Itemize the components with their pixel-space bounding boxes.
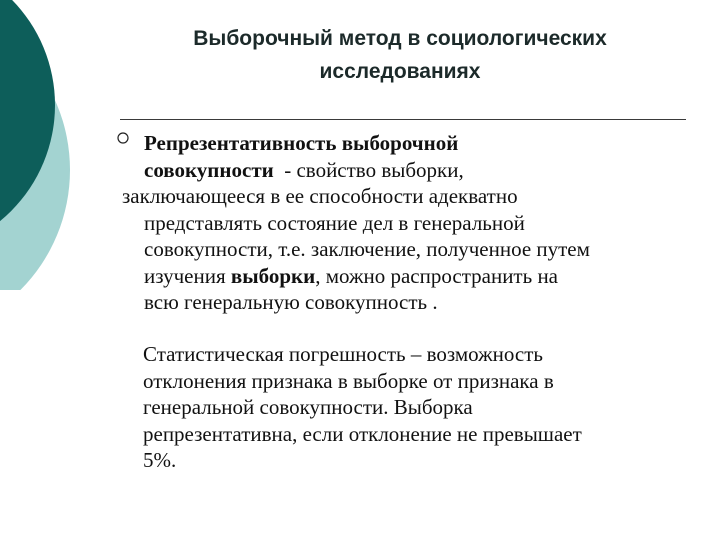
title-divider [120,119,686,120]
decorative-circles [0,0,110,290]
paragraph2-line-4: репрезентативна, если отклонение не превышает [143,421,582,446]
title-line-2: исследованиях [319,60,481,83]
slide-title [120,22,680,88]
line6-start: изучения [144,263,231,288]
representativeness-paragraph [122,130,692,316]
paragraph1-line-4: представлять состояние дел в генеральной [144,210,525,235]
title-line-1: Выборочный метод в социологических [193,27,607,50]
paragraph2-line-2: отклонения признака в выборке от признака в [143,368,554,393]
term-line-2 [122,157,692,184]
statistical-error-paragraph [122,341,692,474]
paragraph1-line-7: всю генеральную совокупность . [144,290,438,314]
line6-bold-word: выборки [230,263,316,288]
line6-end: , можно распространить на [315,263,559,288]
paragraph1-line-6 [122,263,692,290]
paragraph2-line-5: 5%. [143,448,177,472]
term-line-1: Репрезентативность выборочной [144,131,459,155]
definition-start: - свойство выборки, [273,157,464,182]
paragraph2-line-1: Статистическая погрешность – возможность [143,342,543,366]
term-word: совокупности [144,157,274,182]
paragraph2-line-3: генеральной совокупности. Выборка [143,395,473,419]
paragraph1-line-3: заключающееся в ее способности адекватно [122,184,518,208]
paragraph1-line-5: совокупности, т.е. заключение, полученное путем [144,237,590,261]
